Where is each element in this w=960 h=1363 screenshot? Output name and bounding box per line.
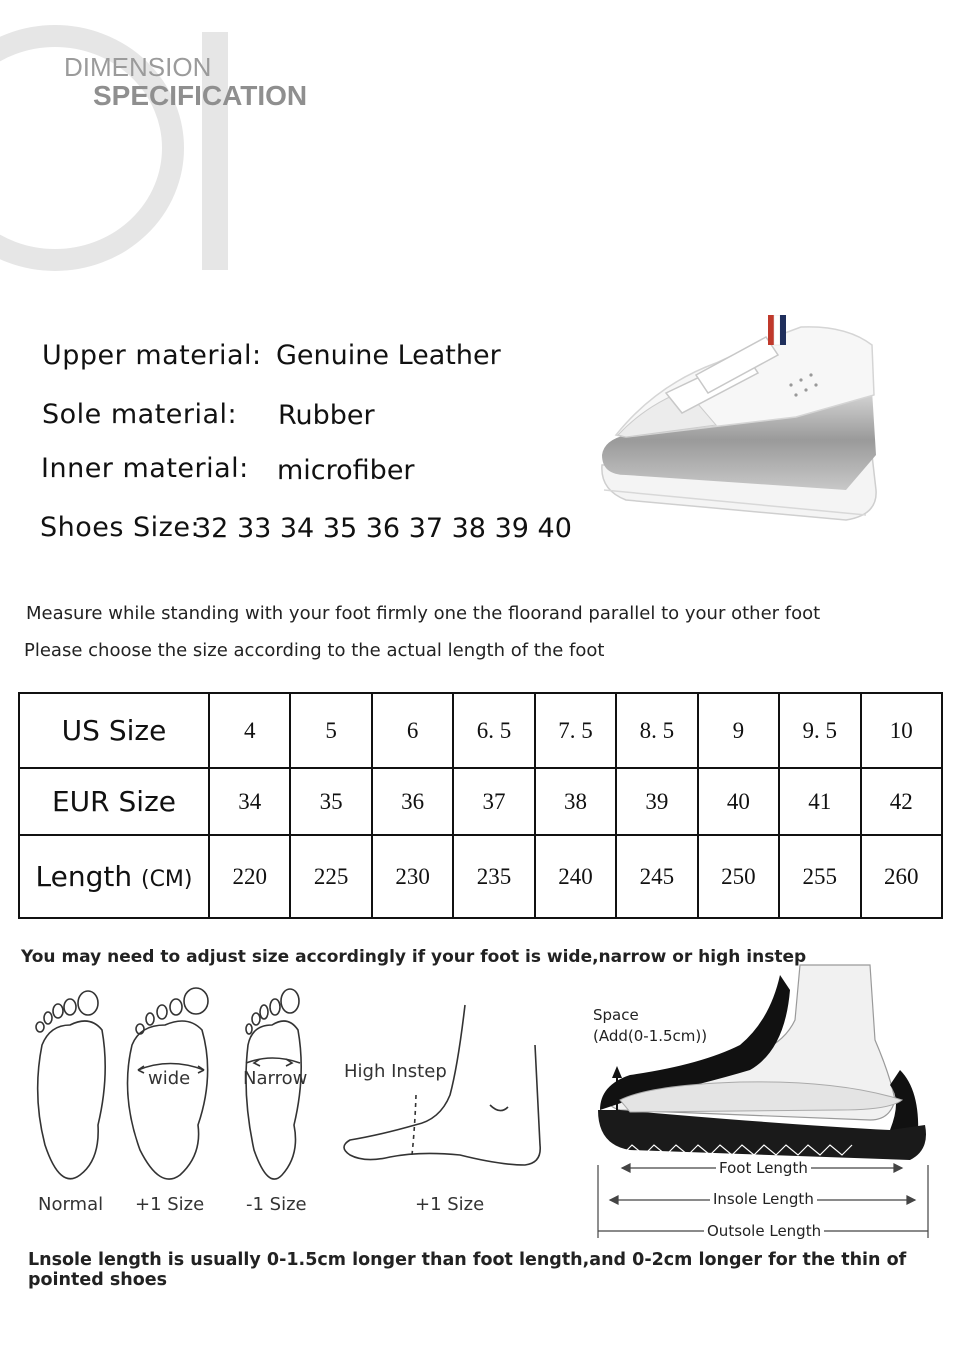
row-header-length: Length (CM) xyxy=(19,835,209,918)
table-cell: 245 xyxy=(616,835,697,918)
adjust-size-note: You may need to adjust size accordingly if your foot is wide,narrow or high instep xyxy=(21,947,807,967)
sole-material-label: Sole material: xyxy=(42,399,238,430)
foot-length-label: Foot Length xyxy=(716,1159,811,1177)
header-dimension: DIMENSION xyxy=(64,52,212,82)
table-cell: 8. 5 xyxy=(616,693,697,768)
length-unit: (CM) xyxy=(140,867,193,892)
table-cell: 35 xyxy=(290,768,371,835)
sole-material-value: Rubber xyxy=(278,400,375,431)
table-row-us-size xyxy=(19,693,942,768)
table-row-length xyxy=(19,835,942,918)
narrow-label: Narrow xyxy=(243,1068,308,1089)
table-cell: 42 xyxy=(861,768,943,835)
table-cell: 10 xyxy=(861,693,943,768)
upper-material-label: Upper material: xyxy=(42,340,262,371)
caption-instep-plus1: +1 Size xyxy=(415,1194,485,1215)
row-header-us-size: US Size xyxy=(19,693,209,768)
insole-length-label: Insole Length xyxy=(710,1190,817,1208)
table-cell: 41 xyxy=(779,768,860,835)
shoes-size-label: Shoes Size: xyxy=(40,512,201,543)
table-cell: 6. 5 xyxy=(453,693,534,768)
table-cell: 37 xyxy=(453,768,534,835)
table-cell: 240 xyxy=(535,835,616,918)
caption-narrow-minus1: -1 Size xyxy=(246,1194,307,1215)
caption-normal: Normal xyxy=(38,1194,104,1215)
table-cell: 220 xyxy=(209,835,290,918)
table-row-eur-size xyxy=(19,768,942,835)
choose-note: Please choose the size according to the actual length of the foot xyxy=(24,640,605,661)
table-cell: 40 xyxy=(698,768,779,835)
measure-note: Measure while standing with your foot firmly one the floorand parallel to your other foot xyxy=(26,603,821,624)
table-cell: 39 xyxy=(616,768,697,835)
table-cell: 7. 5 xyxy=(535,693,616,768)
header-specification: SPECIFICATION xyxy=(93,80,308,111)
inner-material-label: Inner material: xyxy=(41,453,249,484)
high-instep-foot-icon xyxy=(344,1005,540,1165)
table-cell: 9 xyxy=(698,693,779,768)
table-cell: 260 xyxy=(861,835,943,918)
size-chart-table xyxy=(18,692,943,919)
shoes-size-value: 32 33 34 35 36 37 38 39 40 xyxy=(194,513,572,544)
wide-label: wide xyxy=(148,1068,191,1089)
table-cell: 38 xyxy=(535,768,616,835)
normal-foot-icon xyxy=(36,991,105,1179)
table-cell: 5 xyxy=(290,693,371,768)
table-cell: 9. 5 xyxy=(779,693,860,768)
table-cell: 230 xyxy=(372,835,453,918)
table-cell: 250 xyxy=(698,835,779,918)
table-cell: 4 xyxy=(209,693,290,768)
table-cell: 225 xyxy=(290,835,371,918)
space-label: Space xyxy=(593,1006,639,1024)
shoe-product-image xyxy=(596,315,886,540)
table-cell: 6 xyxy=(372,693,453,768)
table-cell: 235 xyxy=(453,835,534,918)
high-instep-label: High Instep xyxy=(344,1061,447,1082)
insole-length-note: Lnsole length is usually 0-1.5cm longer than foot length,and 0-2cm longer for the thin of pointed shoes xyxy=(28,1250,907,1290)
table-cell: 34 xyxy=(209,768,290,835)
upper-material-value: Genuine Leather xyxy=(276,340,501,371)
table-cell: 36 xyxy=(372,768,453,835)
table-cell: 255 xyxy=(779,835,860,918)
space-note: (Add(0-1.5cm)) xyxy=(593,1027,708,1045)
row-header-eur-size: EUR Size xyxy=(19,768,209,835)
outsole-length-label: Outsole Length xyxy=(704,1222,824,1240)
caption-wide-plus1: +1 Size xyxy=(135,1194,205,1215)
inner-material-value: microfiber xyxy=(277,455,415,486)
